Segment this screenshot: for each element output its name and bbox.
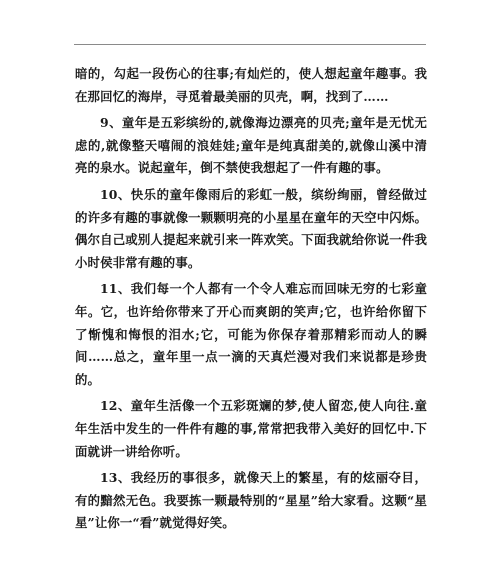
header-rule — [74, 44, 426, 45]
paragraph-10: 10、快乐的童年像雨后的彩虹一般，缤纷绚丽，曾经做过的许多有趣的事就像一颗颗明亮的小星星在童年的天空中闪烁。偶尔自己或别人提起来就引来一阵欢笑。下面我就给你说一件我小时侯非常有趣的事。 — [75, 186, 427, 270]
paragraph-continued: 暗的，勾起一段伤心的往事;有灿烂的，使人想起童年趣事。我在那回忆的海岸，寻觅着最美丽的贝壳，啊，找到了…… — [75, 66, 427, 104]
paragraph-13: 13、我经历的事很多，就像天上的繁星，有的炫丽夺目，有的黯然无色。我要拣一颗最特别的“星星”给大家看。这颗“星星”让你一“看”就觉得好笑。 — [75, 470, 427, 531]
document-body — [75, 63, 427, 535]
paragraph-9: 9、童年是五彩缤纷的,就像海边漂亮的贝壳;童年是无忧无虑的,就像整天嘻闹的浪娃娃;童年是纯真甜美的,就像山溪中清亮的泉水。说起童年，倒不禁使我想起了一件有趣的事。 — [75, 115, 427, 176]
paragraph-12: 12、童年生活像一个五彩斑斓的梦,使人留恋,使人向往.童年生活中发生的一件件有趣的事,常常把我带入美好的回忆中.下面就讲一讲给你听。 — [75, 398, 427, 459]
paragraph-11: 11、我们每一个人都有一个令人难忘而回味无穷的七彩童年。它，也许给你带来了开心而爽朗的笑声;它，也许给你留下了惭愧和悔恨的泪水;它，可能为你保存着那精彩而动人的瞬间……总之，童年里一点一滴的天真烂漫对我们来说都是珍贵的。 — [75, 281, 427, 387]
